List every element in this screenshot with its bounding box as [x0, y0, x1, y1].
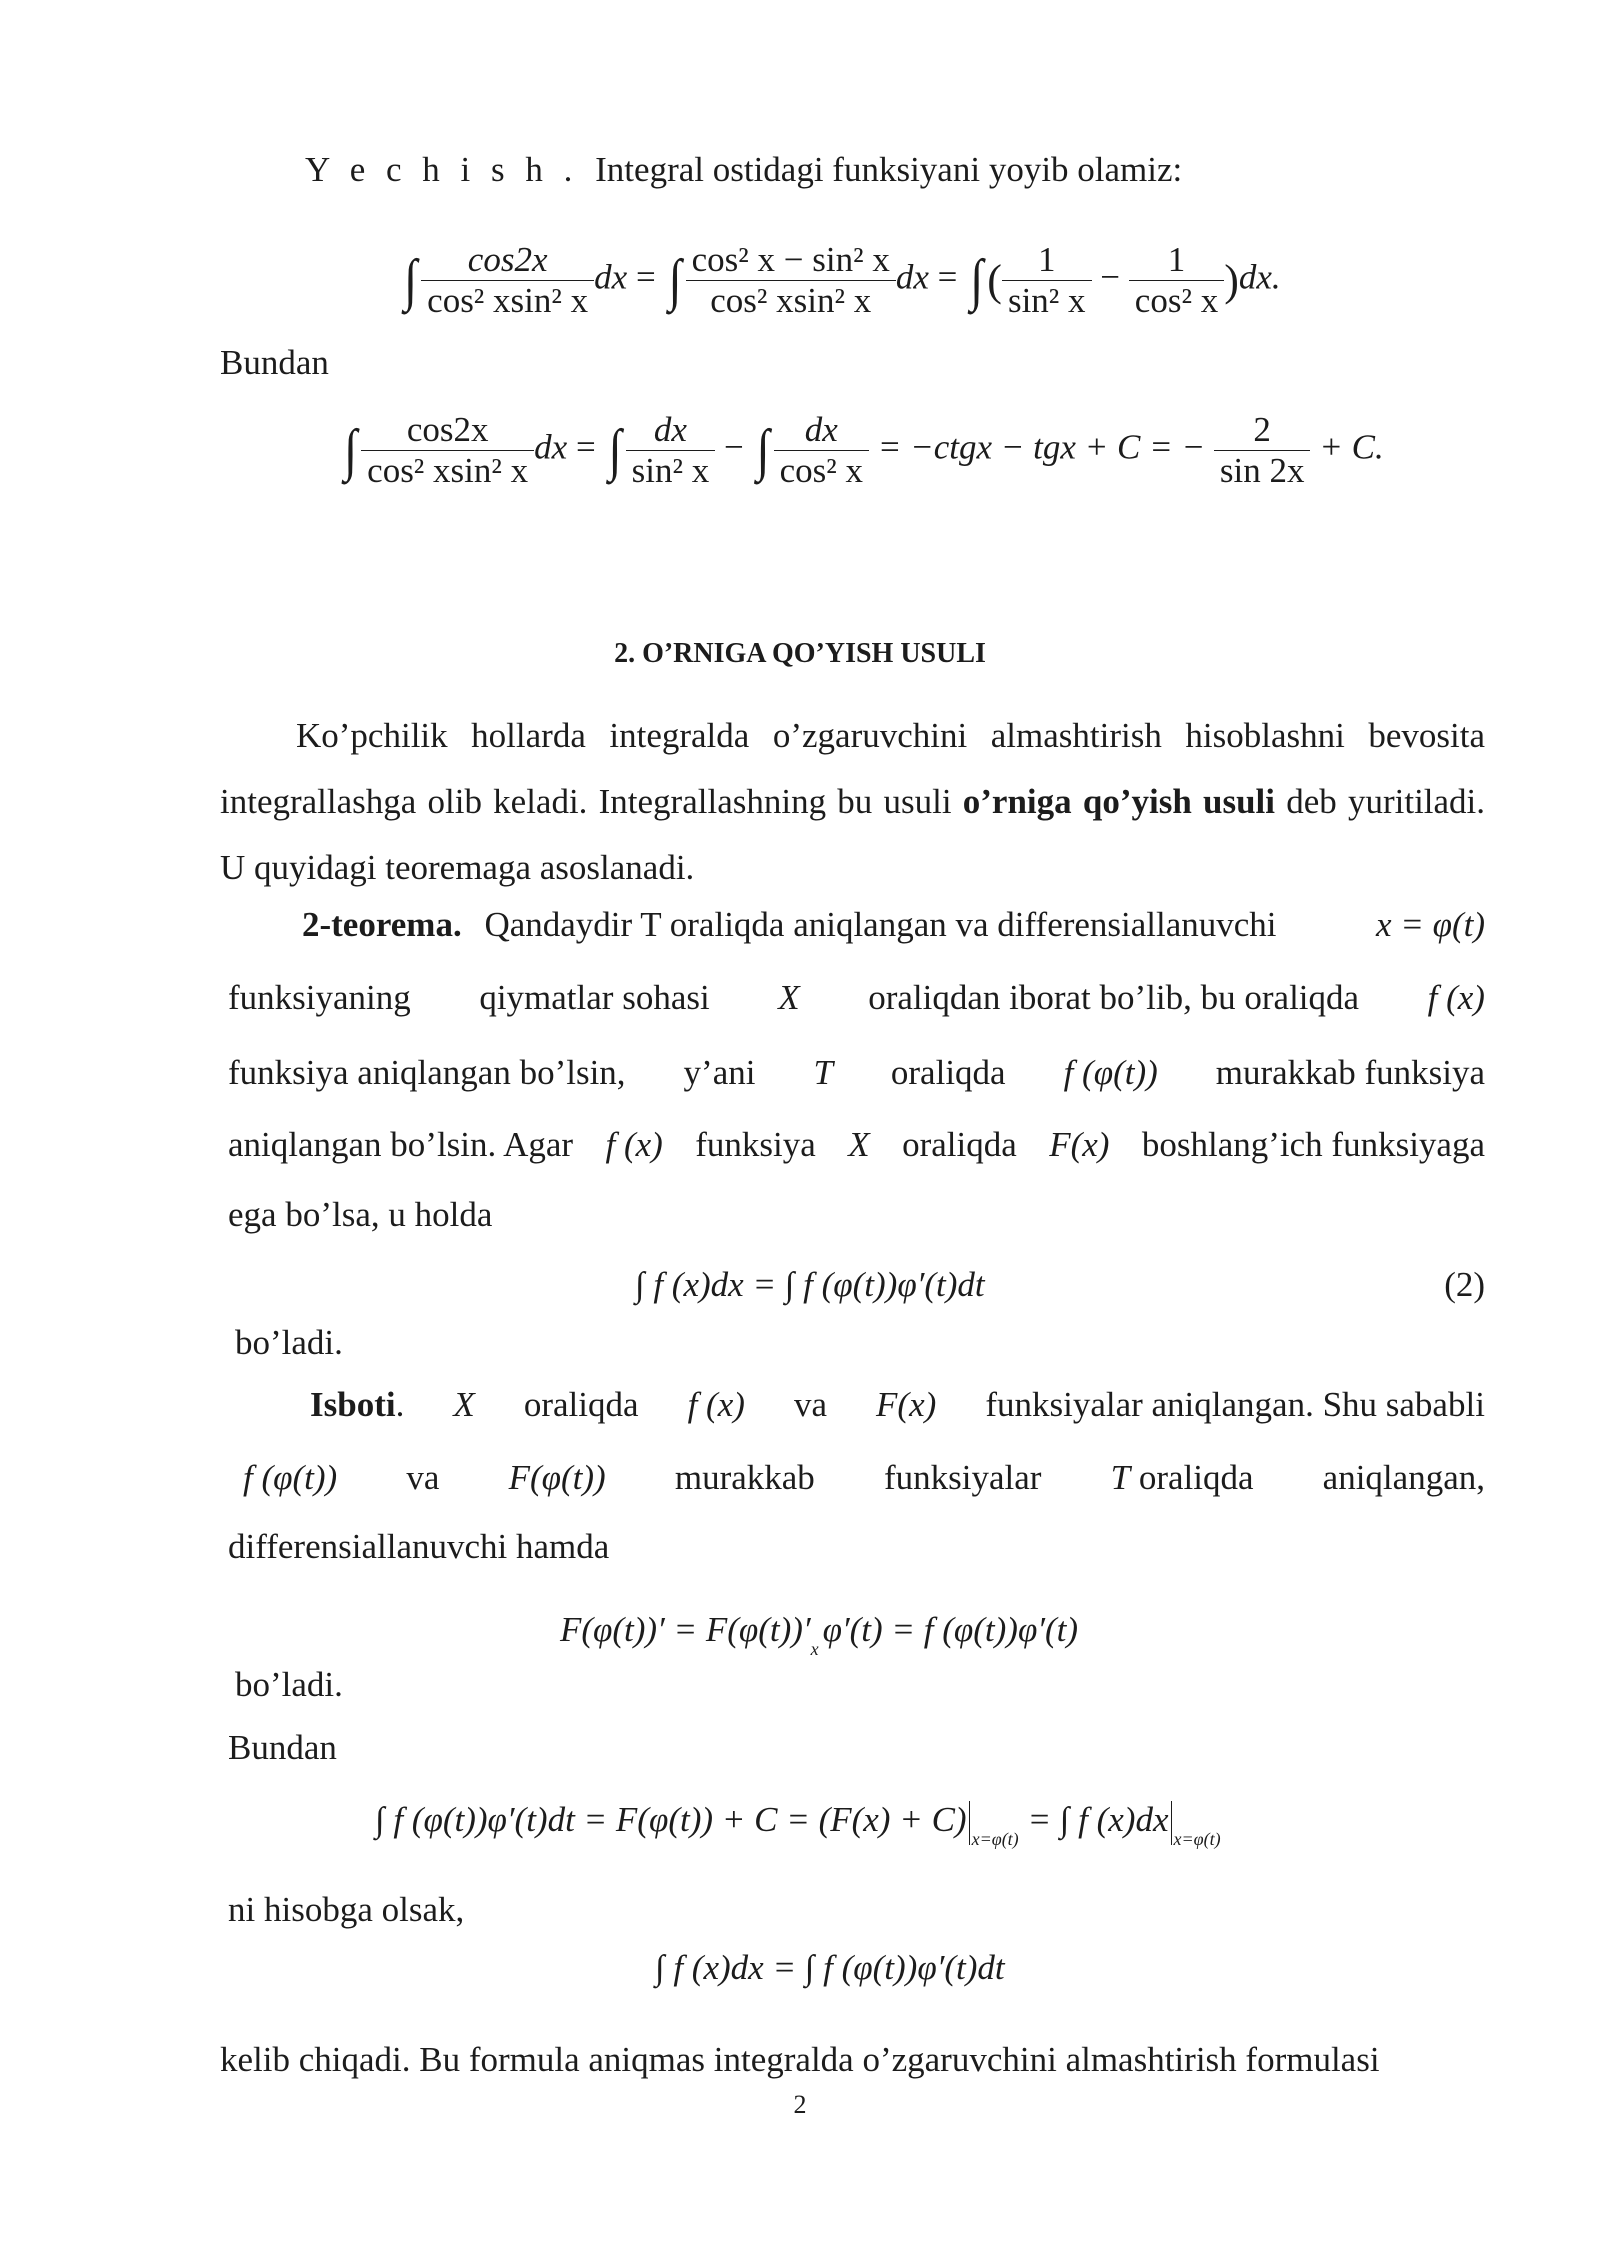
theorem-line-5: ega bo’lsa, u holda: [228, 1195, 493, 1234]
solution-line: [305, 150, 1182, 190]
fraction: $\frac{1}{\text{cos² x}}$: [1129, 240, 1224, 321]
last-line: kelib chiqadi. Bu formula aniqmas integralda o’zgaruvchini almashtirish formulasi: [220, 2040, 1380, 2079]
section-heading: 2. O’RNIGA QO’YISH USULI: [614, 638, 986, 669]
ni-hisobga: ni hisobga olsak,: [228, 1890, 465, 1929]
proof-line-2: f (φ(t)) va F(φ(t)) murakkab funksiyalar T oraliqda aniqlangan,: [243, 1458, 1485, 1497]
fraction: $\frac{2}{\sin 2x}$: [1214, 410, 1311, 491]
equation-2: ∫ $\frac{\cos 2x}{\text{cos² xsin² x}}$ dx = ∫ $\frac{dx}{\text{sin² x}}$ − ∫ $\frac{dx}{\text{cos² x}}$ = −ctgx − tgx + C = − $\frac{2}{\sin 2x}$ + C.: [344, 410, 1384, 490]
equation-1: ∫ $\frac{\cos 2x}{\text{cos² xsin² x}}$ dx = ∫ $\frac{\text{cos² x − sin² x}}{\text{cos² xsin² x}}$ dx = ∫( $\frac{1}{\text{sin² x}}$ − $\frac{1}{\text{cos² x}}$ )dx.: [404, 240, 1281, 320]
theorem-line-4: aniqlangan bo’lsin. Agar f (x) funksiya X oraliqda F(x) boshlang’ich funksiyaga: [228, 1125, 1485, 1164]
integral-sign: ∫: [970, 248, 984, 313]
integral-sign: ∫: [344, 418, 358, 483]
theorem-line-1: 2-teorema. Qandaydir T oraliqda aniqlangan va differensiallanuvchi x = φ(t): [302, 905, 1485, 944]
bundan-1: Bundan: [220, 343, 329, 382]
theorem-line-2: funksiyaning qiymatlar sohasi X oraliqdan iborat bo’lib, bu oraliqda f (x): [228, 978, 1485, 1017]
proof-line-3: differensiallanuvchi hamda: [228, 1527, 610, 1566]
formula-2: ∫ f (x)dx = ∫ f (φ(t))φ′(t)dt: [635, 1265, 985, 1304]
fraction: $\frac{\cos 2x}{\text{cos² xsin² x}}$: [421, 240, 594, 321]
bundan-2: Bundan: [228, 1728, 337, 1767]
equation-3: $F(\varphi(t))' = F(\varphi(t))'_x$ φ′(t) = f (φ(t))φ′(t): [560, 1610, 1079, 1659]
fraction: $\frac{\text{cos² x − sin² x}}{\text{cos² xsin² x}}$: [686, 240, 896, 321]
fraction: $\frac{\cos 2x}{\text{cos² xsin² x}}$: [361, 410, 534, 491]
fraction: $\frac{dx}{\text{sin² x}}$: [626, 410, 716, 491]
fraction: $\frac{dx}{\text{cos² x}}$: [774, 410, 869, 491]
integral-sign: ∫: [668, 248, 682, 313]
page-number: 2: [793, 2090, 807, 2119]
integral-sign: ∫: [756, 418, 770, 483]
solution-label: Y e c h i s h .: [305, 150, 579, 189]
equation-5: ∫ f (x)dx = ∫ f (φ(t))φ′(t)dt: [655, 1948, 1005, 1987]
equation-4: ∫ f (φ(t))φ′(t)dt = F(φ(t)) + C = (F(x) + C) $_{x=\varphi(t)}$ = ∫ f (x)dx $_{x=\varphi(t)}$: [375, 1800, 1221, 1849]
proof-line-1: Isboti. X oraliqda f (x) va F(x) funksiyalar aniqlangan. Shu sababli: [310, 1385, 1485, 1424]
integral-sign: ∫: [404, 248, 418, 313]
fraction: $\frac{1}{\text{sin² x}}$: [1002, 240, 1092, 321]
integral-sign: ∫: [608, 418, 622, 483]
boladi-2: bo’ladi.: [235, 1665, 343, 1704]
paragraph-1: Ko’pchilik hollarda integralda o’zgaruvchini almashtirish hisoblashni bevosita integrallashga olib keladi. Integrallashning bu usuli o’rniga qo’yish usuli deb yuritiladi. U quyidagi teoremaga asoslanadi.: [220, 716, 1486, 887]
formula-2-number: (2): [1444, 1265, 1485, 1304]
boladi-1: bo’ladi.: [235, 1323, 343, 1362]
solution-text: Integral ostidagi funksiyani yoyib olamiz:: [595, 150, 1183, 189]
theorem-line-3: funksiya aniqlangan bo’lsin, y’ani T oraliqda f (φ(t)) murakkab funksiya: [228, 1053, 1485, 1092]
